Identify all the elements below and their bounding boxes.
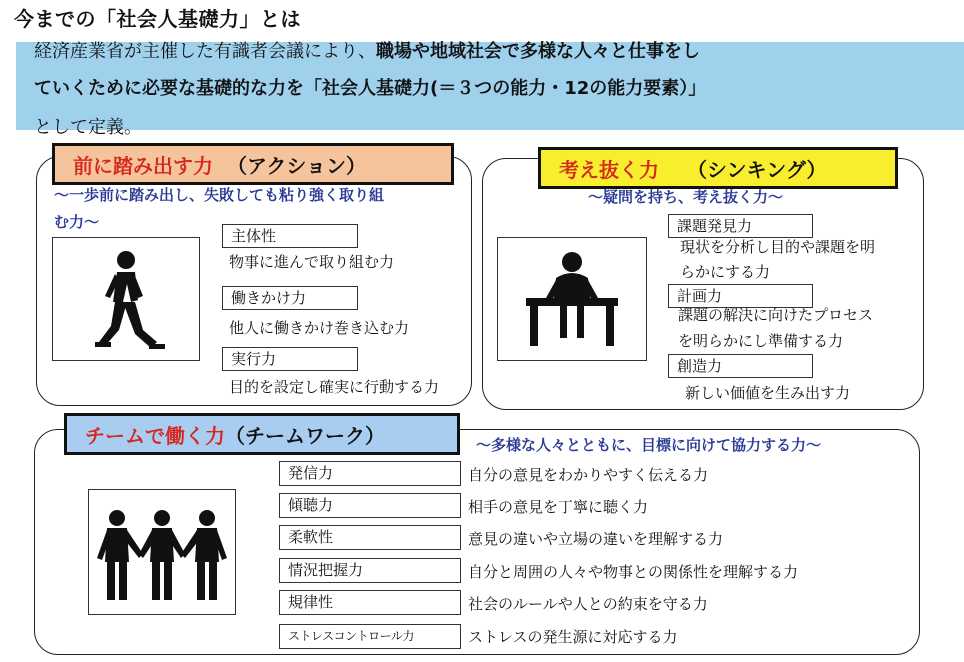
skill-label-joukyouhaaku: 情況把握力 [279,558,461,583]
skill-label-stress: ストレスコントロール力 [279,624,461,649]
skill-label-keichou: 傾聴力 [279,493,461,518]
walking-person-icon [53,238,199,360]
person-at-desk-icon [498,238,646,360]
skill-label-juunan: 柔軟性 [279,525,461,550]
skill-desc-jikkouryoku: 目的を設定し確実に行動する力 [229,378,440,396]
teamwork-heading: チームで働く力 [85,423,225,448]
skill-label-hatarakikake: 働きかけ力 [222,286,358,310]
skill-label-jikkouryoku: 実行力 [222,347,358,371]
action-heading-box [52,143,454,185]
action-heading: 前に踏み出す力 [73,153,213,178]
skill-label-kadaihakken: 課題発見力 [668,214,813,238]
skill-label-hasshin: 発信力 [279,461,461,486]
skill-desc-hasshin: 自分の意見をわかりやすく伝える力 [468,466,709,484]
skill-desc-juunan: 意見の違いや立場の違いを理解する力 [468,530,724,548]
skill-desc-keikaku-2: を明らかにし準備する力 [678,332,844,350]
skill-desc-joukyouhaaku: 自分と周囲の人々や物事との関係性を理解する力 [468,563,799,581]
definition-line-2 [34,74,706,100]
skill-desc-keichou: 相手の意見を丁寧に聴く力 [468,498,649,516]
thinking-heading-en: （シンキング） [687,157,827,182]
team-people-icon [89,490,235,614]
action-subtitle-line1: 〜一歩前に踏み出し、失敗しても粘り強く取り組 [54,186,385,204]
action-heading-en: （アクション） [227,153,366,178]
thinking-subtitle: 〜疑問を持ち、考え抜く力〜 [588,188,784,206]
thinking-heading: 考え抜く力 [559,157,659,182]
action-subtitle-line2: む力〜 [54,213,100,231]
skill-desc-kadaihakken-2: らかにする力 [680,263,771,281]
skill-desc-shutaisei: 物事に進んで取り組む力 [229,253,395,271]
skill-desc-stress: ストレスの発生源に対応する力 [468,628,678,646]
skill-label-souzou: 創造力 [668,354,813,378]
thinking-heading-box [538,147,898,189]
skill-desc-kadaihakken-1: 現状を分析し目的や課題を明 [680,238,876,256]
definition-line-1 [34,37,700,63]
skill-label-shutaisei: 主体性 [222,224,358,248]
definition-line-3: として定義。 [34,117,142,138]
skill-label-kiritsu: 規律性 [279,590,461,615]
skill-label-keikaku: 計画力 [668,284,813,308]
skill-desc-souzou: 新しい価値を生み出す力 [685,384,851,402]
teamwork-subtitle: 〜多様な人々とともに、目標に向けて協力する力〜 [476,436,822,454]
definition-emphasis: 職場や地域社会で多様な人々と仕事をし [376,41,700,62]
definition-emphasis-2: ていくために必要な基礎的な力を「社会人基礎力(＝３つの能力・12の能力要素）」 [34,78,707,99]
thinking-figure-box [497,237,647,361]
teamwork-figure-box [88,489,236,615]
teamwork-heading-box [64,413,460,455]
skill-desc-hatarakikake: 他人に働きかけ巻き込む力 [229,319,410,337]
action-figure-box [52,237,200,361]
skill-desc-kiritsu: 社会のルールや人との約束を守る力 [468,595,708,613]
teamwork-heading-en: （チームワーク） [225,423,385,448]
skill-desc-keikaku-1: 課題の解決に向けたプロセス [678,306,874,324]
page-title: 今までの「社会人基礎力」とは [14,7,301,31]
definition-text: 経済産業省が主催した有識者会議により、 [34,41,376,62]
